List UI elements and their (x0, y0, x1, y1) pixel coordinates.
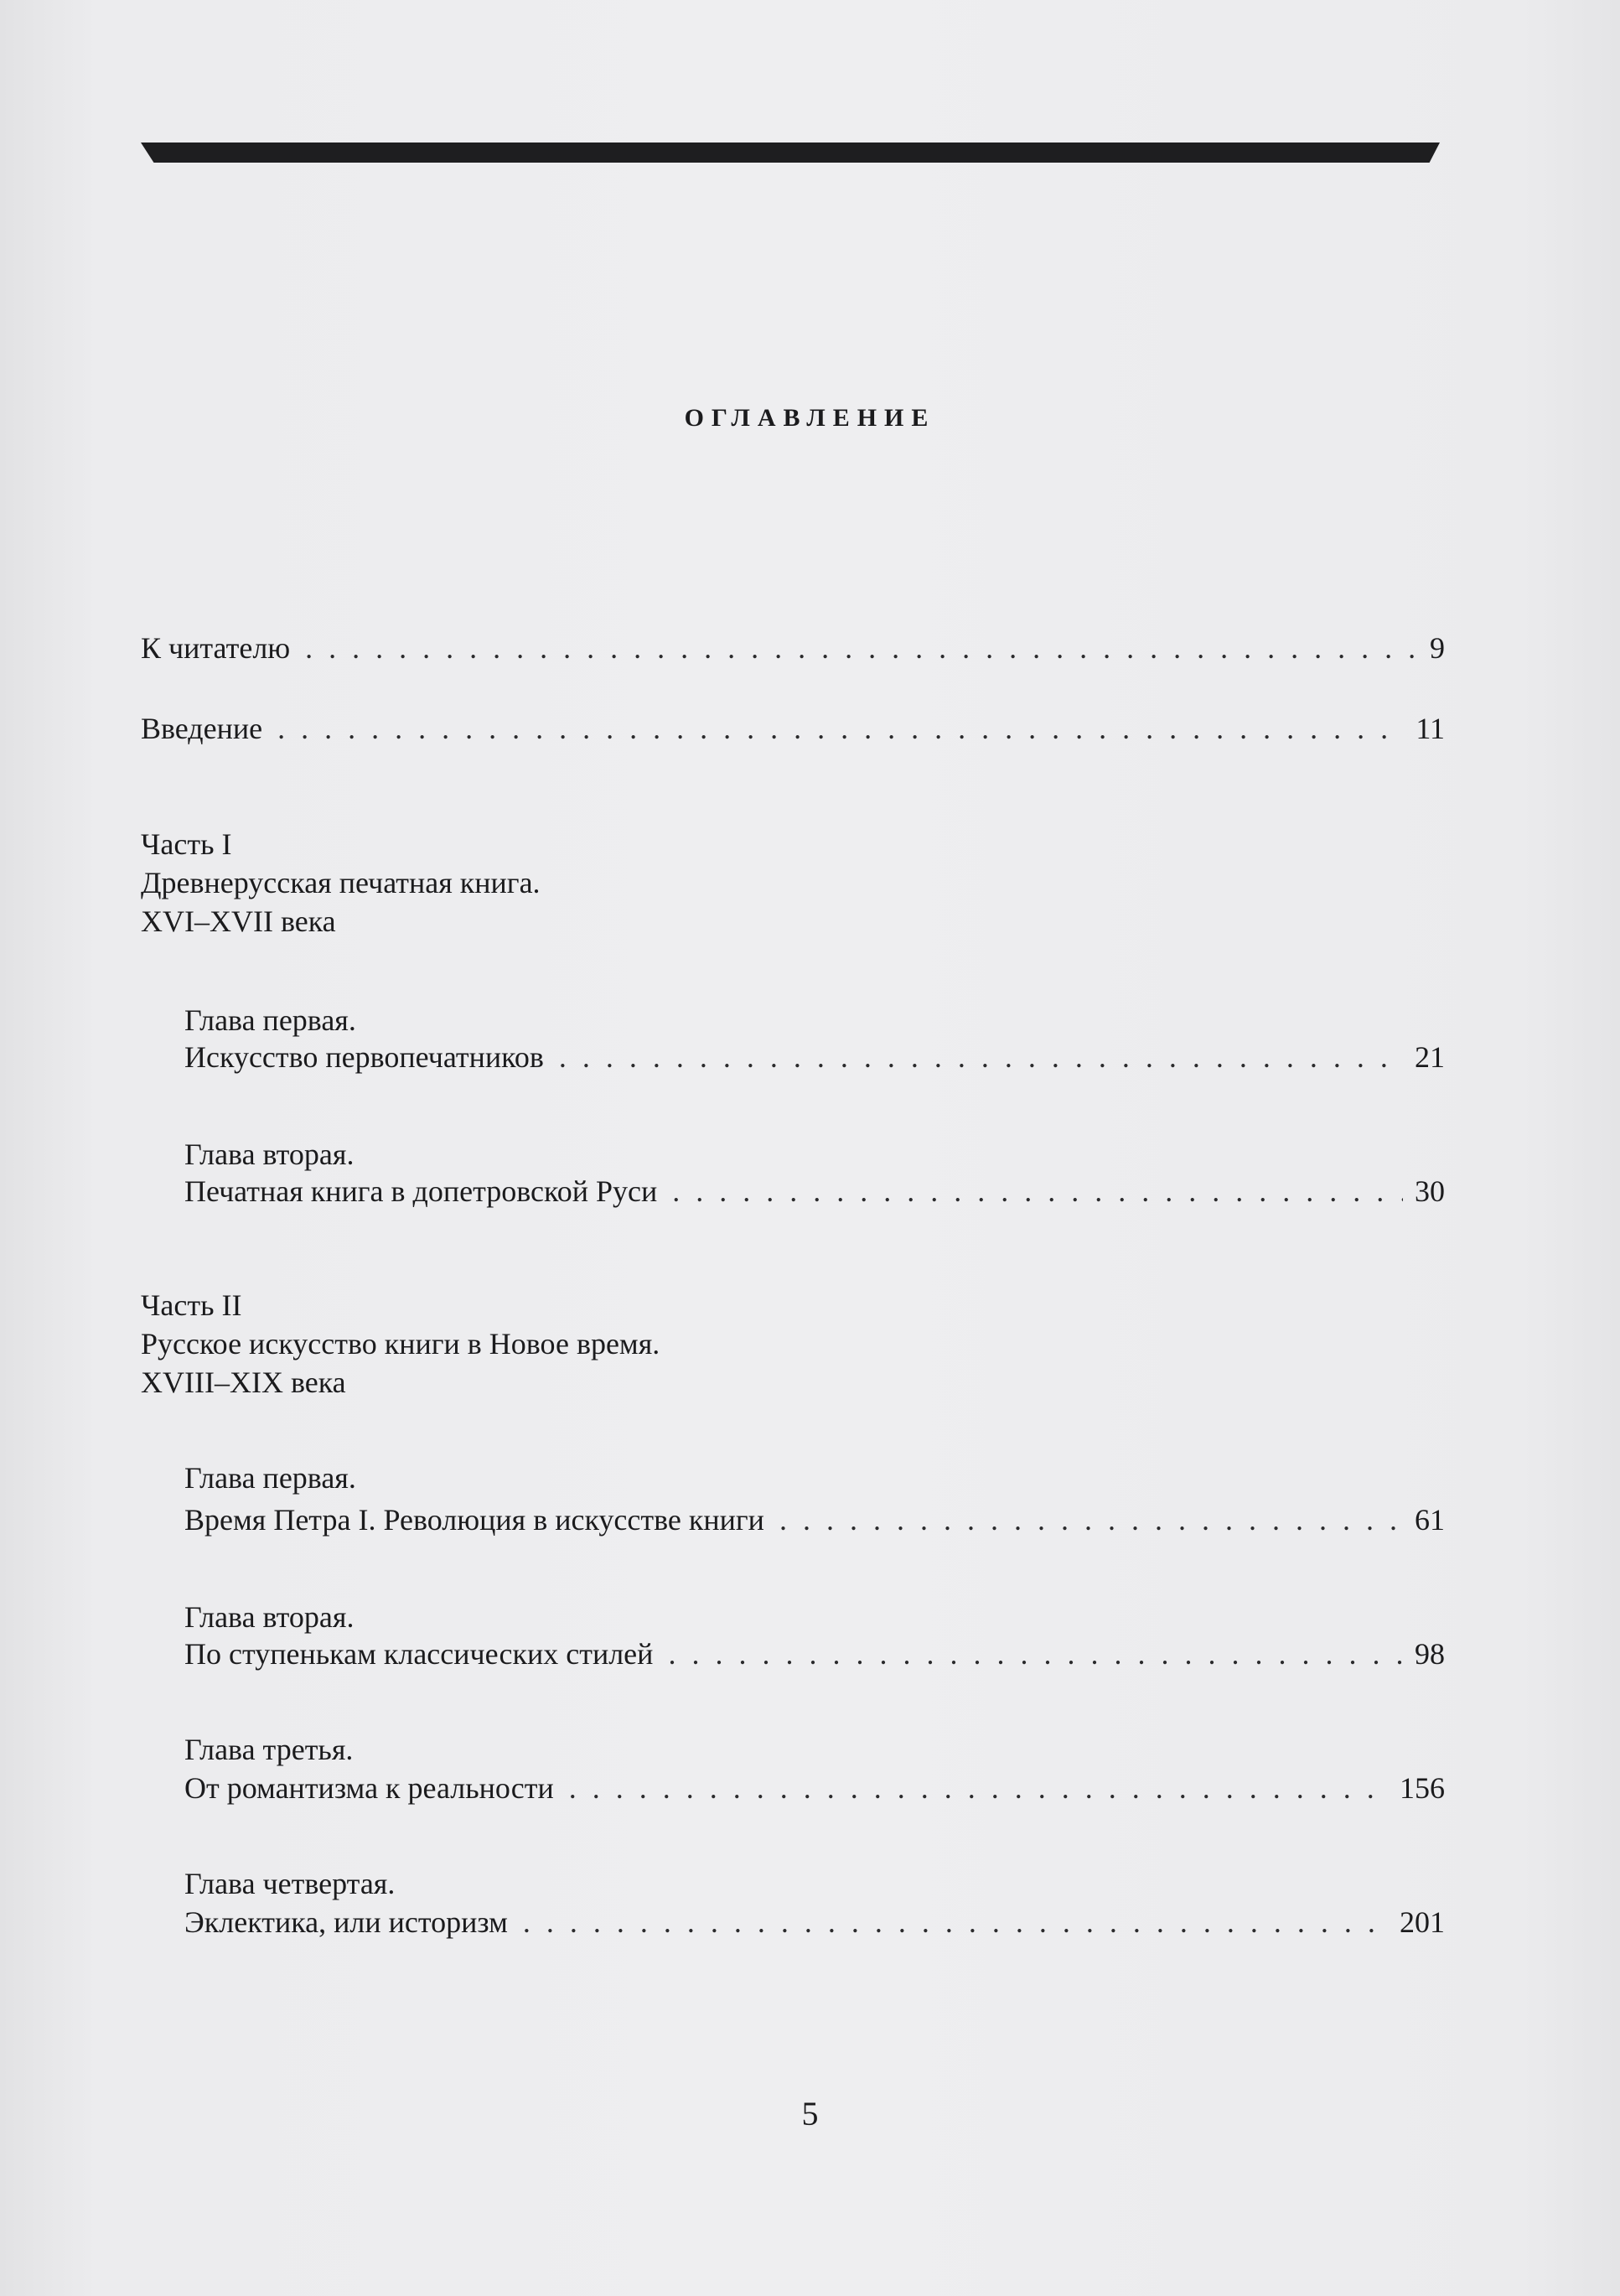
toc-entry-page: 61 (1415, 1503, 1445, 1537)
chapter-label: Глава вторая. (184, 1138, 355, 1171)
toc-entry-title: Печатная книга в допетровской Руси (184, 1174, 658, 1208)
part-1-title: Древнерусская печатная книга. (141, 866, 541, 899)
toc-entry-page: 156 (1400, 1771, 1445, 1805)
dot-leader (668, 1636, 1403, 1671)
page-title: ОГЛАВЛЕНИЕ (684, 404, 936, 432)
chapter-label: Глава третья. (184, 1733, 354, 1766)
toc-entry-chapter[interactable] (184, 1636, 1445, 1671)
chapter-label: Глава первая. (184, 1461, 356, 1495)
dot-leader (779, 1502, 1403, 1537)
toc-entry-page: 21 (1415, 1040, 1445, 1074)
part-1-label: Часть I (141, 827, 232, 861)
toc-entry-page: 30 (1415, 1174, 1445, 1208)
chapter-label: Глава четвертая. (184, 1867, 396, 1900)
dot-leader (672, 1174, 1403, 1209)
toc-entry-chapter[interactable] (184, 1039, 1445, 1075)
toc-entry-chapter[interactable] (184, 1770, 1445, 1806)
part-1-subtitle: XVI–XVII века (141, 904, 336, 938)
toc-entry-page: 98 (1415, 1637, 1445, 1671)
dot-leader (305, 630, 1418, 666)
toc-entry-title: По ступенькам классических стилей (184, 1637, 654, 1671)
toc-entry-chapter[interactable] (184, 1502, 1445, 1537)
toc-entry-chapter[interactable] (184, 1905, 1445, 1940)
toc-entry-page: 11 (1416, 712, 1445, 745)
toc-entry-title: Введение (141, 712, 263, 745)
toc-entry-intro[interactable] (141, 711, 1445, 746)
dot-leader (277, 711, 1404, 746)
dot-leader (569, 1770, 1388, 1806)
dot-leader (523, 1905, 1388, 1940)
toc-entry-chapter[interactable] (184, 1174, 1445, 1209)
top-rule-divider (141, 143, 1440, 163)
toc-entry-page: 201 (1400, 1905, 1445, 1939)
toc-entry-reader[interactable] (141, 630, 1445, 666)
toc-entry-page: 9 (1430, 631, 1445, 665)
toc-entry-title: Искусство первопечатников (184, 1040, 544, 1074)
toc-entry-title: К читателю (141, 631, 291, 665)
toc-entry-title: Время Петра I. Революция в искусстве книги (184, 1503, 764, 1537)
chapter-label: Глава первая. (184, 1003, 356, 1037)
chapter-label: Глава вторая. (184, 1600, 355, 1634)
part-2-title: Русское искусство книги в Новое время. (141, 1327, 660, 1360)
page-number: 5 (801, 2095, 819, 2133)
dot-leader (559, 1039, 1403, 1075)
toc-entry-title: От романтизма к реальности (184, 1771, 554, 1805)
part-2-subtitle: XVIII–XIX века (141, 1366, 346, 1399)
part-2-label: Часть II (141, 1288, 242, 1322)
toc-entry-title: Эклектика, или историзм (184, 1905, 508, 1939)
